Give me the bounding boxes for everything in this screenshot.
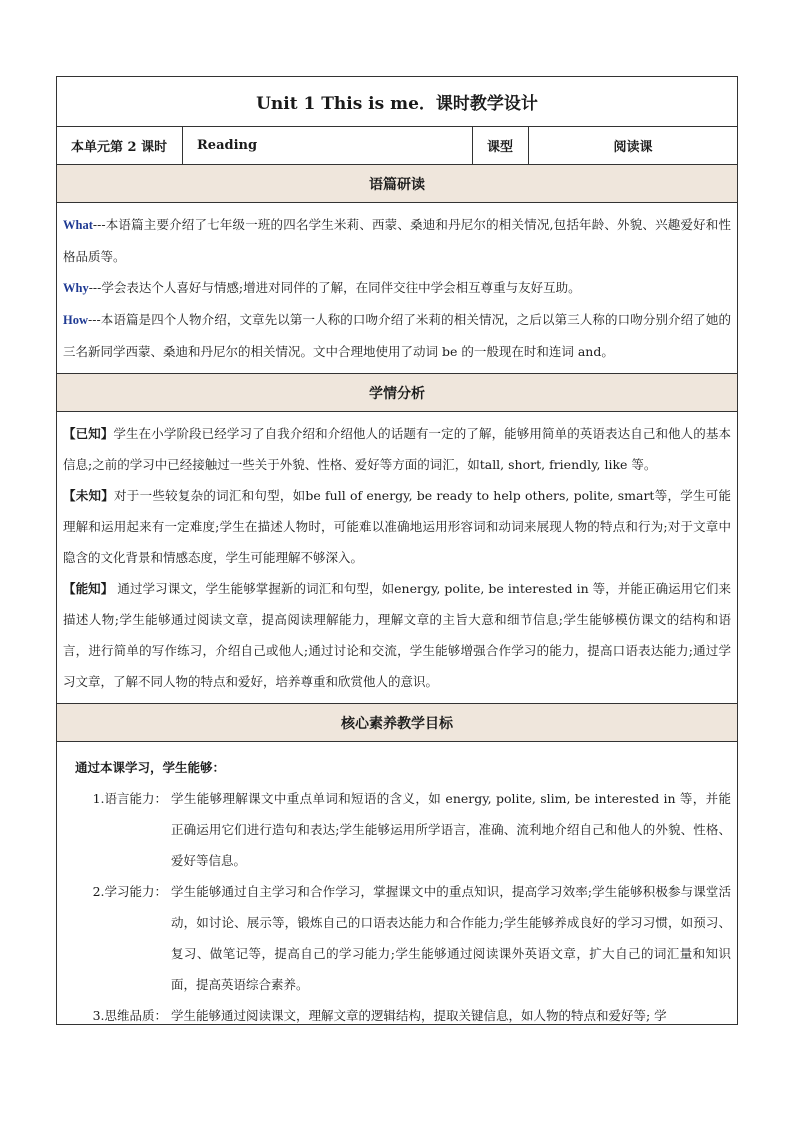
section-heading-objectives: 核心素养教学目标 xyxy=(57,704,737,742)
unknown-paragraph: 【未知】对于一些较复杂的词汇和句型，如be full of energy, be ready to help others, polite, smart等，学生可能理解和运用起来有一定难度;学生在描述人物时，可能难以准确地运用形容词和动词来展现人物的特点和行为;对于文章中隐含的文化背景和情感态度，学生可能理解不够深入。 xyxy=(63,488,731,565)
lesson-type-value: 阅读课 xyxy=(613,140,653,155)
objective-item: 3.思维品质： 学生能够通过阅读课文，理解文章的逻辑结构，提取关键信息，如人物的特点和爱好等; 学 xyxy=(92,1008,667,1023)
what-paragraph: What---本语篇主要介绍了七年级一班的四名学生米莉、西蒙、桑迪和丹尼尔的相关情况,包括年龄、外貌、兴趣爱好和性格品质等。 xyxy=(63,217,731,264)
lesson-plan-table xyxy=(56,76,738,1025)
objective-item: 1.语言能力： 学生能够理解课文中重点单词和短语的含义，如 energy, polite, slim, be interested in 等，并能正确运用它们进行造句和表达;学生能够运用所学语言，准确、流利地介绍自己和他人的外貌、性格、爱好等信息。 xyxy=(92,791,731,868)
section-heading-text-analysis: 语篇研读 xyxy=(57,165,737,203)
lesson-period: 本单元第 2 课时 xyxy=(57,127,183,164)
lesson-type-label: 课型 xyxy=(473,127,529,164)
meta-row xyxy=(57,127,737,165)
how-paragraph: How---本语篇是四个人物介绍，文章先以第一人称的口吻介绍了米莉的相关情况，之后以第三人称的口吻分别介绍了她的三名新同学西蒙、桑迪和丹尼尔的相关情况。文中合理地使用了动词 be 的一般现在时和连词 and。 xyxy=(63,312,731,359)
objectives-body xyxy=(57,742,737,1024)
lesson-topic: Reading xyxy=(183,127,473,164)
page-title: Unit 1 This is me．课时教学设计 xyxy=(57,77,737,127)
why-paragraph: Why---学会表达个人喜好与情感;增进对同伴的了解，在同伴交往中学会相互尊重与友好互助。 xyxy=(63,280,581,295)
known-paragraph: 【已知】学生在小学阶段已经学习了自我介绍和介绍他人的话题有一定的了解，能够用简单的英语表达自己和他人的基本信息;之前的学习中已经接触过一些关于外貌、性格、爱好等方面的词汇，如tall, short, friendly, like 等。 xyxy=(63,426,731,472)
text-analysis-body xyxy=(57,203,737,374)
objective-item: 2.学习能力： 学生能够通过自主学习和合作学习，掌握课文中的重点知识，提高学习效率;学生能够积极参与课堂活动，如讨论、展示等，锻炼自己的口语表达能力和合作能力;学生能够养成良好的学习习惯，如预习、复习、做笔记等，提高自己的学习能力;学生能够通过阅读课外英语文章，扩大自己的词汇量和知识面，提高英语综合素养。 xyxy=(92,884,731,992)
achievable-paragraph: 【能知】 通过学习课文，学生能够掌握新的词汇和句型，如energy, polite, be interested in 等，并能正确运用它们来描述人物;学生能够通过阅读文章，提高阅读理解能力，理解文章的主旨大意和细节信息;学生能够模仿课文的结构和语言，进行简单的写作练习，介绍自己或他人;通过讨论和交流，学生能够增强合作学习的能力，提高口语表达能力;通过学习文章，了解不同人物的特点和爱好，培养尊重和欣赏他人的意识。 xyxy=(63,581,731,689)
section-heading-learner-analysis: 学情分析 xyxy=(57,374,737,412)
objectives-intro: 通过本课学习，学生能够： xyxy=(75,760,226,775)
learner-analysis-body xyxy=(57,412,737,704)
